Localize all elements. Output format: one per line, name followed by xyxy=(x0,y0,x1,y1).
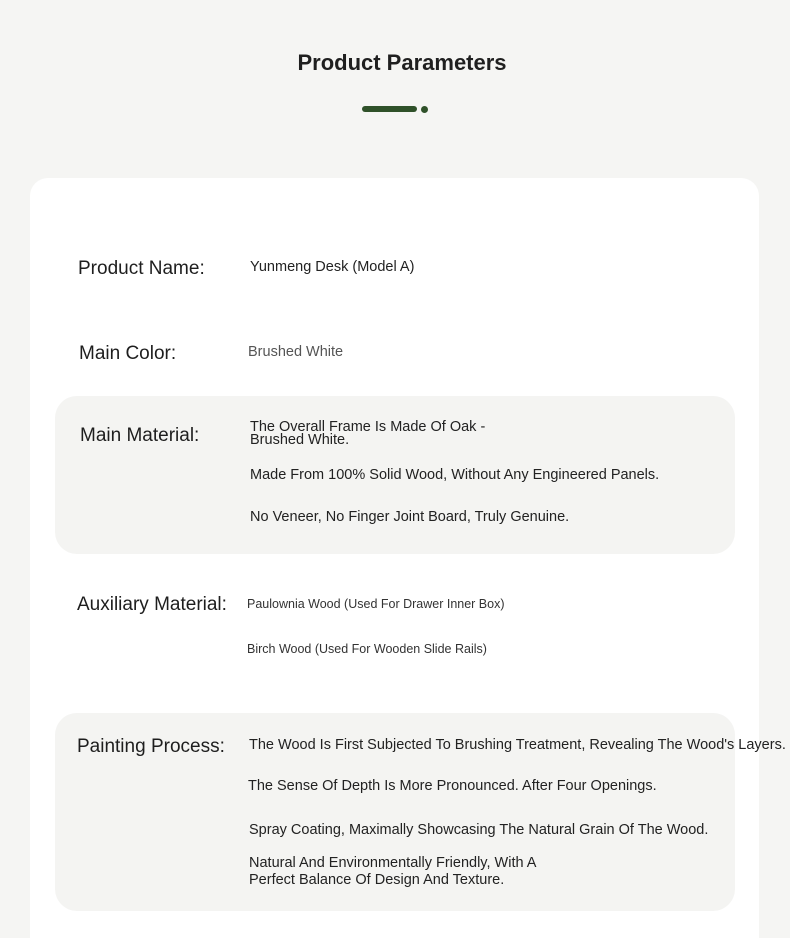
auxiliary-material-line: Birch Wood (Used For Wooden Slide Rails) xyxy=(247,642,487,656)
main-material-label: Main Material: xyxy=(80,425,200,446)
main-material-line: The Overall Frame Is Made Of Oak - xyxy=(250,419,486,435)
painting-process-line: Spray Coating, Maximally Showcasing The Natural Grain Of The Wood. xyxy=(249,822,709,838)
title-underline-bar xyxy=(362,106,417,112)
painting-process-line: Natural And Environmentally Friendly, With A xyxy=(249,855,537,871)
main-material-line: Brushed White. xyxy=(250,432,350,448)
page-title: Product Parameters xyxy=(297,50,507,75)
painting-process-line: The Sense Of Depth Is More Pronounced. After Four Openings. xyxy=(248,778,657,794)
title-underline-dot xyxy=(421,106,428,113)
main-color-label: Main Color: xyxy=(79,343,177,364)
product-name-value: Yunmeng Desk (Model A) xyxy=(250,259,415,275)
main-material-line: Made From 100% Solid Wood, Without Any Engineered Panels. xyxy=(250,467,660,483)
auxiliary-material-label: Auxiliary Material: xyxy=(77,594,227,615)
painting-process-label: Painting Process: xyxy=(77,736,225,757)
product-name-label: Product Name: xyxy=(78,258,205,279)
main-color-value: Brushed White xyxy=(248,344,344,360)
main-material-line: No Veneer, No Finger Joint Board, Truly Genuine. xyxy=(250,509,570,525)
painting-process-line: Perfect Balance Of Design And Texture. xyxy=(249,872,505,888)
painting-process-line: The Wood Is First Subjected To Brushing Treatment, Revealing The Wood's Layers. xyxy=(249,737,786,753)
auxiliary-material-line: Paulownia Wood (Used For Drawer Inner Box) xyxy=(247,597,505,611)
